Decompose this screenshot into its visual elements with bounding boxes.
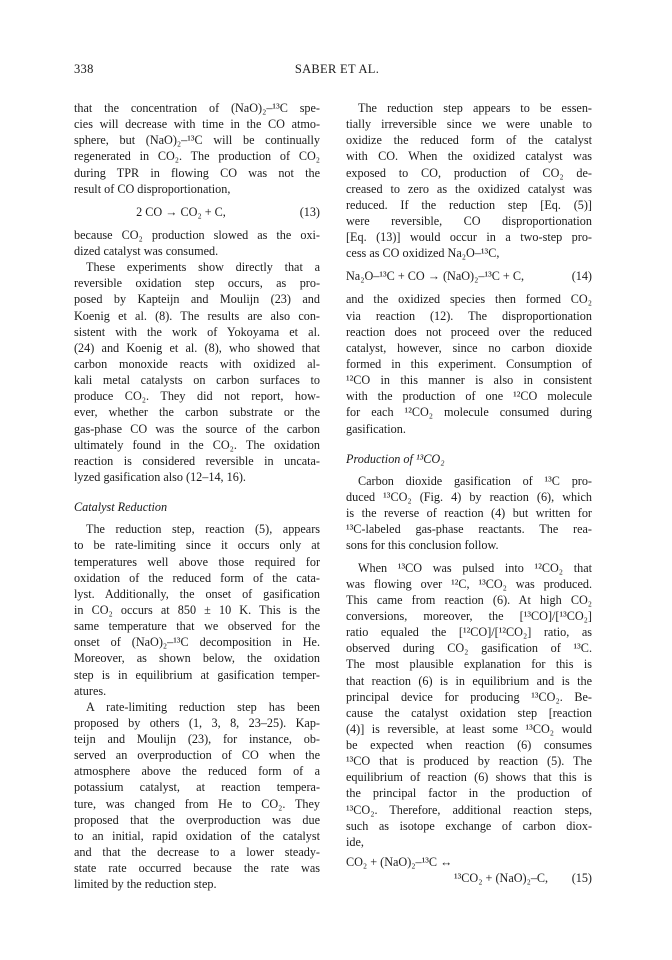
text-line: with the production of one ¹²CO molecule bbox=[346, 389, 592, 404]
paragraph bbox=[74, 227, 320, 259]
text-line: such as isotope exchange of carbon diox- bbox=[346, 818, 592, 833]
text-line: oxidation of the reduced form of the cata- bbox=[74, 570, 320, 585]
text-line: ture, was changed from He to CO₂. They bbox=[74, 796, 320, 811]
text-line: ultimately found in the CO₂. The oxidation bbox=[74, 437, 320, 452]
paragraph bbox=[74, 521, 320, 699]
text-line: to be rate-limiting since it occurs only at bbox=[74, 538, 320, 553]
text-line: lyst. Additionally, the onset of gasification bbox=[74, 586, 320, 601]
text-line: When ¹³CO was pulsed into ¹²CO₂ that bbox=[358, 560, 592, 575]
text-line: kali metal catalysts on carbon surfaces to bbox=[74, 373, 320, 388]
text-line: potassium catalyst, at reaction tempera- bbox=[74, 780, 320, 795]
text-line: principal device for producing ¹³CO₂. Be- bbox=[346, 689, 592, 704]
text-line: sphere, but (NaO)₂–¹³C will be continually bbox=[74, 133, 320, 148]
text-line: lyzed gasification also (12–14, 16). bbox=[74, 469, 246, 484]
text-line: cies will decrease with time in the CO atmo- bbox=[74, 117, 320, 132]
paragraph bbox=[74, 699, 320, 893]
text-line: ¹³CO that is produced by reaction (5). The bbox=[346, 754, 592, 769]
text-line: These experiments show directly that a bbox=[86, 260, 320, 275]
text-line: reaction is considered reversible in uncata- bbox=[74, 453, 320, 468]
text-line: served an overproduction of CO when the bbox=[74, 748, 320, 763]
equation-body: Na₂O–¹³C + CO → (NaO)₂–¹³C + C, bbox=[346, 269, 525, 284]
text-line: produce CO₂. They did not report, how- bbox=[74, 389, 320, 404]
text-line: gas-phase CO was the source of the carbon bbox=[74, 421, 320, 436]
equation-number: (14) bbox=[571, 269, 592, 284]
text-line: and that the decrease to a lower steady- bbox=[74, 845, 320, 860]
text-line: in CO₂ occurs at 850 ± 10 K. This is the bbox=[74, 602, 320, 617]
text-line: carbon monoxide reacts with oxidized al- bbox=[74, 356, 320, 371]
text-line: Carbon dioxide gasification of ¹³C pro- bbox=[358, 473, 592, 488]
paragraph bbox=[74, 100, 320, 197]
paragraph bbox=[346, 473, 592, 554]
text-line: (4)] is reversible, at least some ¹³CO₂ would bbox=[346, 721, 592, 736]
text-line: that the concentration of (NaO)₂–¹³C spe- bbox=[74, 101, 320, 115]
text-line: temperatures well above those required for bbox=[74, 554, 320, 569]
text-line: cause the catalyst oxidation step [reaction bbox=[346, 705, 592, 720]
text-line: onset of (NaO)₂–¹³C decomposition in He. bbox=[74, 635, 320, 650]
right-column bbox=[346, 100, 592, 892]
text-line: same temperature that we observed for the bbox=[74, 619, 320, 634]
text-line: gasification. bbox=[346, 421, 406, 436]
paragraph bbox=[74, 259, 320, 485]
equation-15 bbox=[346, 854, 592, 888]
text-line: teijn and Moulijn (23), for instance, ob- bbox=[74, 732, 320, 747]
section-heading: Production of ¹³CO₂ bbox=[346, 451, 445, 466]
paragraph bbox=[346, 291, 592, 436]
left-column bbox=[74, 100, 320, 892]
text-line: for each ¹²CO₂ molecule consumed during bbox=[346, 405, 592, 420]
text-line: formed in this experiment. Consumption of bbox=[346, 356, 592, 371]
page-header bbox=[74, 62, 600, 82]
text-line: proposed that the overproduction was due bbox=[74, 812, 320, 827]
text-line: ¹³C-labeled gas-phase reactants. The rea- bbox=[346, 522, 592, 537]
text-line: state rate occurred because the rate was bbox=[74, 861, 320, 876]
text-line: during TPR in flowing CO was not the bbox=[74, 165, 320, 180]
equation-number: (15) bbox=[571, 871, 592, 886]
text-line: observed during CO₂ gasification of ¹³C. bbox=[346, 641, 592, 656]
text-line: [Eq. (13)] would occur in a two-step pro- bbox=[346, 230, 592, 245]
text-line: via reaction (12). The disproportionation bbox=[346, 308, 592, 323]
text-line: conversions, moreover, the [¹³CO]/[¹³CO₂] bbox=[346, 608, 592, 623]
text-line: The most plausible explanation for this is bbox=[346, 657, 592, 672]
text-line: to an initial, rapid oxidation of the catalyst bbox=[74, 828, 320, 843]
text-line: oxidize the reduced form of the catalyst bbox=[346, 133, 592, 148]
paragraph bbox=[346, 560, 592, 851]
text-line: sons for this conclusion follow. bbox=[346, 538, 499, 553]
equation-body-line2: ¹³CO₂ + (NaO)₂–C, bbox=[454, 871, 549, 886]
section-heading: Catalyst Reduction bbox=[74, 500, 168, 515]
text-line: and the oxidized species then formed CO₂ bbox=[346, 292, 592, 307]
text-line: because CO₂ production slowed as the oxi- bbox=[74, 227, 320, 242]
equation-number: (13) bbox=[299, 204, 320, 219]
text-line: limited by the reduction step. bbox=[74, 877, 217, 892]
text-line: the principal factor in the production of bbox=[346, 786, 592, 801]
text-line: regenerated in CO₂. The production of CO₂ bbox=[74, 149, 320, 164]
text-line: with CO. When the oxidized catalyst was bbox=[346, 149, 592, 164]
text-line: Koenig et al. (8). The results are also con- bbox=[74, 308, 320, 323]
text-line: that reaction (6) is in equilibrium and is the bbox=[346, 673, 592, 688]
text-line: ever, whether the carbon substrate or the bbox=[74, 405, 320, 420]
equation-body-line1: CO₂ + (NaO)₂–¹³C ↔ bbox=[346, 855, 453, 870]
text-line: ¹²CO in this manner is also in consistent bbox=[346, 373, 592, 388]
text-line: reversible oxidation step occurs, as pro- bbox=[74, 276, 320, 291]
paragraph bbox=[346, 100, 592, 261]
text-line: atmosphere above the reduced form of a bbox=[74, 764, 320, 779]
text-line: reaction does not proceed over the reduced bbox=[346, 324, 592, 339]
text-line: The reduction step appears to be essen- bbox=[358, 101, 592, 115]
text-line: ide, bbox=[346, 834, 364, 849]
text-line: creased to zero as the oxidized catalyst was bbox=[346, 181, 592, 196]
text-line: were reversible, CO disproportionation bbox=[346, 213, 592, 228]
text-line: reduced. If the reduction step [Eq. (5)] bbox=[346, 197, 592, 212]
text-line: The reduction step, reaction (5), appears bbox=[86, 522, 320, 537]
text-line: tially irreversible since we were unable to bbox=[346, 117, 592, 132]
page-number: 338 bbox=[74, 62, 94, 76]
text-line: A rate-limiting reduction step has been bbox=[86, 699, 320, 714]
text-line: atures. bbox=[74, 683, 107, 698]
text-line: Moreover, as shown below, the oxidation bbox=[74, 651, 320, 666]
text-line: was flowing over ¹²C, ¹³CO₂ was produced. bbox=[346, 576, 592, 591]
text-line: equilibrium of reaction (6) shows that this is bbox=[346, 770, 592, 785]
text-line: step is in equilibrium at gasification temper- bbox=[74, 667, 320, 682]
text-line: (24) and Koenig et al. (8), who showed that bbox=[74, 340, 320, 355]
equation-14 bbox=[346, 265, 592, 287]
text-line: catalyst, however, since no carbon dioxide bbox=[346, 340, 592, 355]
text-line: exposed to CO, production of CO₂ de- bbox=[346, 165, 592, 180]
text-line: This came from reaction (6). At high CO₂ bbox=[346, 592, 592, 607]
text-line: cess as CO oxidized Na₂O–¹³C, bbox=[346, 246, 500, 261]
text-line: posed by Kapteijn and Moulijn (23) and bbox=[74, 292, 320, 307]
equation-13 bbox=[74, 201, 320, 223]
text-line: dized catalyst was consumed. bbox=[74, 243, 219, 258]
text-line: is the reverse of reaction (4) but written for bbox=[346, 506, 592, 521]
text-line: be expected when reaction (6) consumes bbox=[346, 738, 592, 753]
text-line: ratio equaled the [¹²CO]/[¹²CO₂] ratio, as bbox=[346, 625, 592, 640]
text-line: sistent with the work of Yokoyama et al. bbox=[74, 324, 320, 339]
text-line: proposed by others (1, 3, 8, 23–25). Kap- bbox=[74, 715, 320, 730]
text-line: duced ¹³CO₂ (Fig. 4) by reaction (6), which bbox=[346, 489, 592, 504]
text-line: result of CO disproportionation, bbox=[74, 181, 231, 196]
text-line: ¹³CO₂. Therefore, additional reaction steps, bbox=[346, 802, 592, 817]
running-head: SABER ET AL. bbox=[294, 62, 380, 76]
equation-body: 2 CO → CO₂ + C, bbox=[136, 204, 226, 219]
